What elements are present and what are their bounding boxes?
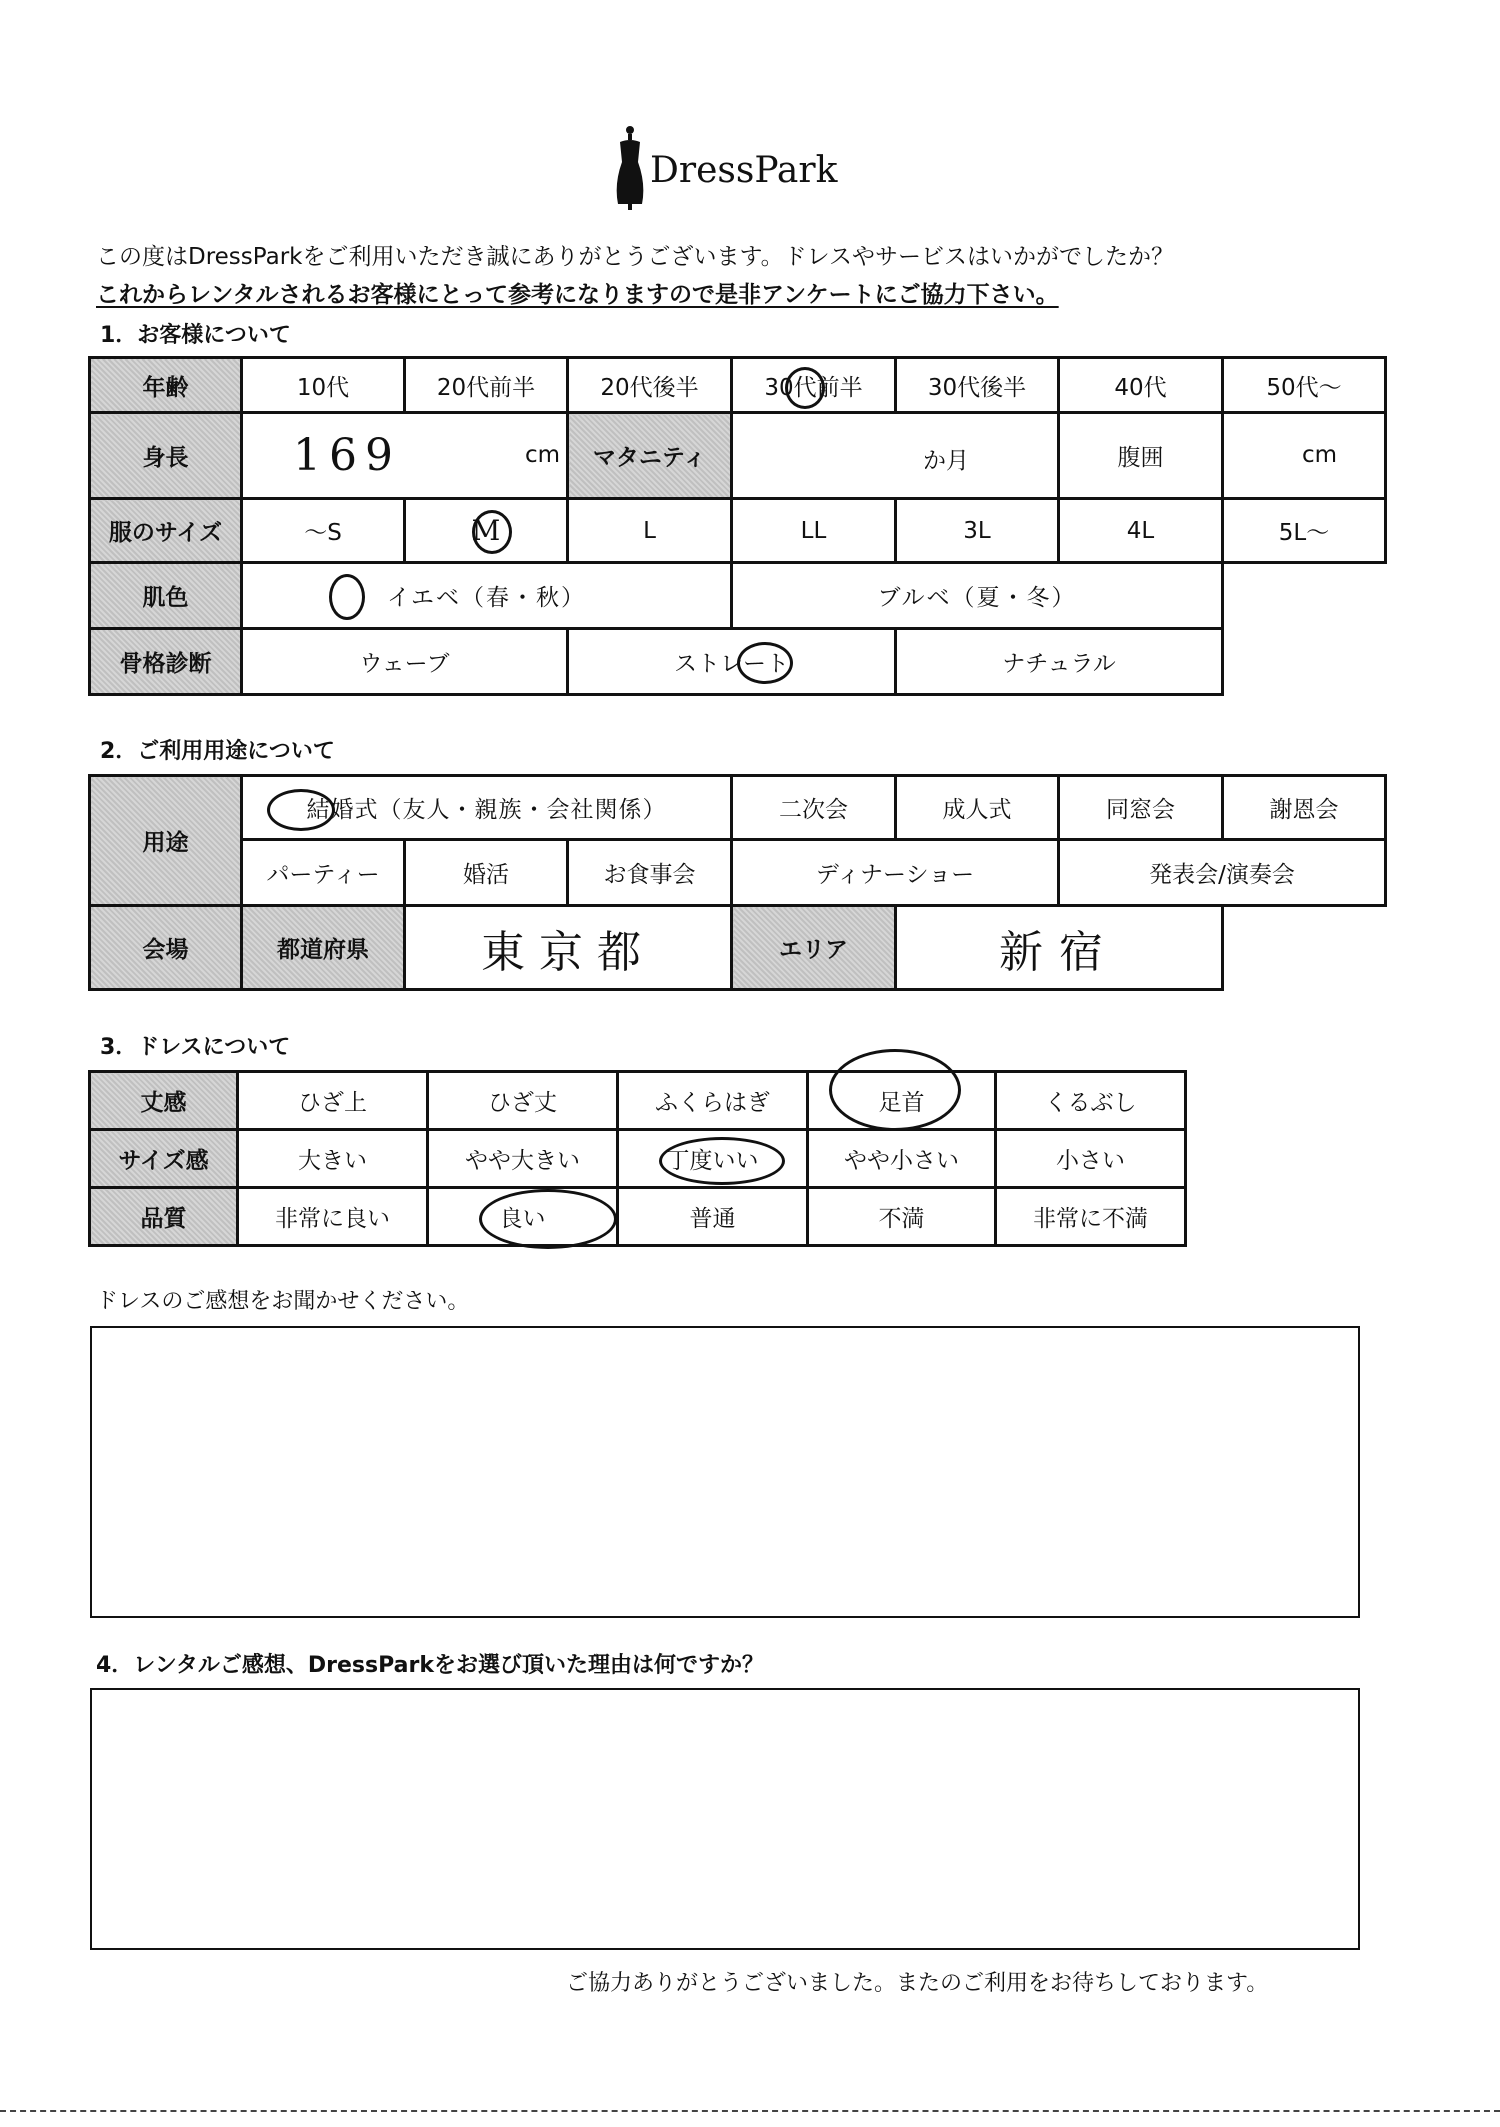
- selection-circle: [472, 510, 512, 554]
- dress-table: [88, 1070, 1187, 1247]
- section2-title: 2．ご利用用途について: [100, 739, 335, 764]
- purpose-option[interactable]: お食事会: [568, 840, 732, 906]
- quality-label: 品質: [90, 1188, 238, 1246]
- purpose-option[interactable]: 成人式: [896, 776, 1059, 840]
- purpose-option[interactable]: パーティー: [242, 840, 405, 906]
- purpose-option[interactable]: 発表会/演奏会: [1059, 840, 1386, 906]
- maternity-month-field[interactable]: [732, 413, 1059, 499]
- skeleton-option[interactable]: ウェーブ: [242, 629, 568, 695]
- quality-option-selected[interactable]: [428, 1188, 618, 1246]
- purpose-option-selected[interactable]: [242, 776, 732, 840]
- skin-option[interactable]: ブルベ（夏・冬）: [732, 563, 1223, 629]
- skin-option-label: イエベ（春・秋）: [386, 585, 587, 611]
- height-value: 169: [293, 430, 401, 481]
- intro-text: この度はDressParkをご利用いただき誠にありがとうございます。ドレスやサービスはいかがでしたか？: [96, 244, 1174, 270]
- section1-title: 1．お客様について: [100, 323, 291, 348]
- size-option[interactable]: 4L: [1059, 499, 1223, 563]
- length-option[interactable]: くるぶし: [996, 1072, 1186, 1130]
- length-option[interactable]: ふくらはぎ: [618, 1072, 808, 1130]
- usage-table: [88, 774, 1387, 991]
- skeleton-label: 骨格診断: [90, 629, 242, 695]
- quality-option[interactable]: 不満: [808, 1188, 996, 1246]
- maternity-month-unit: か月: [923, 448, 969, 474]
- height-unit: cm: [524, 442, 560, 468]
- age-option[interactable]: 20代後半: [568, 358, 732, 413]
- purpose-option-label: 結婚式（友人・親族・会社関係）: [306, 797, 667, 823]
- customer-info-table: [88, 356, 1387, 696]
- fit-option[interactable]: 小さい: [996, 1130, 1186, 1188]
- age-option-label: 30代前半: [764, 374, 863, 401]
- selection-circle: [479, 1189, 617, 1249]
- age-option[interactable]: 20代前半: [405, 358, 568, 413]
- section4-title: 4．レンタルご感想、DressParkをお選び頂いた理由は何ですか？: [96, 1653, 764, 1678]
- age-option[interactable]: 50代～: [1223, 358, 1386, 413]
- purpose-option[interactable]: ディナーショー: [732, 840, 1059, 906]
- age-option[interactable]: 30代後半: [896, 358, 1059, 413]
- size-option-selected[interactable]: [405, 499, 568, 563]
- quality-option[interactable]: 非常に不満: [996, 1188, 1186, 1246]
- purpose-option[interactable]: 婚活: [405, 840, 568, 906]
- waist-label: 腹囲: [1059, 413, 1223, 499]
- reason-textarea[interactable]: [90, 1688, 1360, 1950]
- size-option-label: M: [471, 514, 501, 547]
- impressions-prompt: ドレスのご感想をお聞かせください。: [96, 1289, 470, 1314]
- age-option[interactable]: 40代: [1059, 358, 1223, 413]
- length-option[interactable]: ひざ上: [238, 1072, 428, 1130]
- venue-label: 会場: [90, 906, 242, 990]
- size-option[interactable]: L: [568, 499, 732, 563]
- selection-circle: [785, 367, 825, 409]
- selection-circle: [659, 1137, 785, 1185]
- prefecture-value: 東京都: [481, 926, 655, 978]
- prefecture-label: 都道府県: [242, 906, 405, 990]
- quality-option[interactable]: 普通: [618, 1188, 808, 1246]
- skin-label: 肌色: [90, 563, 242, 629]
- length-option[interactable]: ひざ丈: [428, 1072, 618, 1130]
- scan-edge-line: [0, 2110, 1500, 2112]
- fit-option[interactable]: 大きい: [238, 1130, 428, 1188]
- height-field[interactable]: [242, 413, 568, 499]
- waist-unit: cm: [1302, 442, 1338, 468]
- purpose-option[interactable]: 同窓会: [1059, 776, 1223, 840]
- size-option[interactable]: LL: [732, 499, 896, 563]
- size-option[interactable]: ～S: [242, 499, 405, 563]
- thanks-message: ご協力ありがとうございました。またのご利用をお待ちしております。: [566, 1971, 1269, 1996]
- impressions-textarea[interactable]: [90, 1326, 1360, 1618]
- size-option[interactable]: 5L～: [1223, 499, 1386, 563]
- fit-option[interactable]: やや大きい: [428, 1130, 618, 1188]
- fit-label: サイズ感: [90, 1130, 238, 1188]
- selection-circle: [267, 789, 335, 831]
- skeleton-option-label: ストレート: [674, 651, 789, 677]
- maternity-label: マタニティ: [568, 413, 732, 499]
- quality-option[interactable]: 非常に良い: [238, 1188, 428, 1246]
- selection-circle: [737, 642, 793, 684]
- quality-option-label: 良い: [499, 1206, 546, 1232]
- fit-option[interactable]: やや小さい: [808, 1130, 996, 1188]
- selection-circle: [829, 1049, 961, 1131]
- size-option[interactable]: 3L: [896, 499, 1059, 563]
- length-option-label: 足首: [878, 1090, 925, 1116]
- purpose-option[interactable]: 二次会: [732, 776, 896, 840]
- section3-title: 3．ドレスについて: [100, 1035, 291, 1060]
- area-label: エリア: [732, 906, 896, 990]
- fit-option-selected[interactable]: [618, 1130, 808, 1188]
- purpose-option[interactable]: 謝恩会: [1223, 776, 1386, 840]
- size-label: 服のサイズ: [90, 499, 242, 563]
- skeleton-option[interactable]: ナチュラル: [896, 629, 1223, 695]
- area-value: 新宿: [999, 926, 1119, 978]
- skeleton-option-selected[interactable]: [568, 629, 896, 695]
- length-label: 丈感: [90, 1072, 238, 1130]
- age-label: 年齢: [90, 358, 242, 413]
- length-option-selected[interactable]: [808, 1072, 996, 1130]
- fit-option-label: 丁度いい: [666, 1148, 759, 1174]
- age-option[interactable]: 10代: [242, 358, 405, 413]
- selection-circle: [329, 574, 365, 620]
- height-label: 身長: [90, 413, 242, 499]
- area-field[interactable]: [896, 906, 1223, 990]
- purpose-label: 用途: [90, 776, 242, 906]
- waist-field[interactable]: [1223, 413, 1386, 499]
- intro-request-text: これからレンタルされるお客様にとって参考になりますので是非アンケートにご協力下さい。: [96, 282, 1059, 308]
- brand-logo-text: DressPark: [650, 150, 838, 191]
- skin-option-selected[interactable]: [242, 563, 732, 629]
- age-option-selected[interactable]: [732, 358, 896, 413]
- prefecture-field[interactable]: [405, 906, 732, 990]
